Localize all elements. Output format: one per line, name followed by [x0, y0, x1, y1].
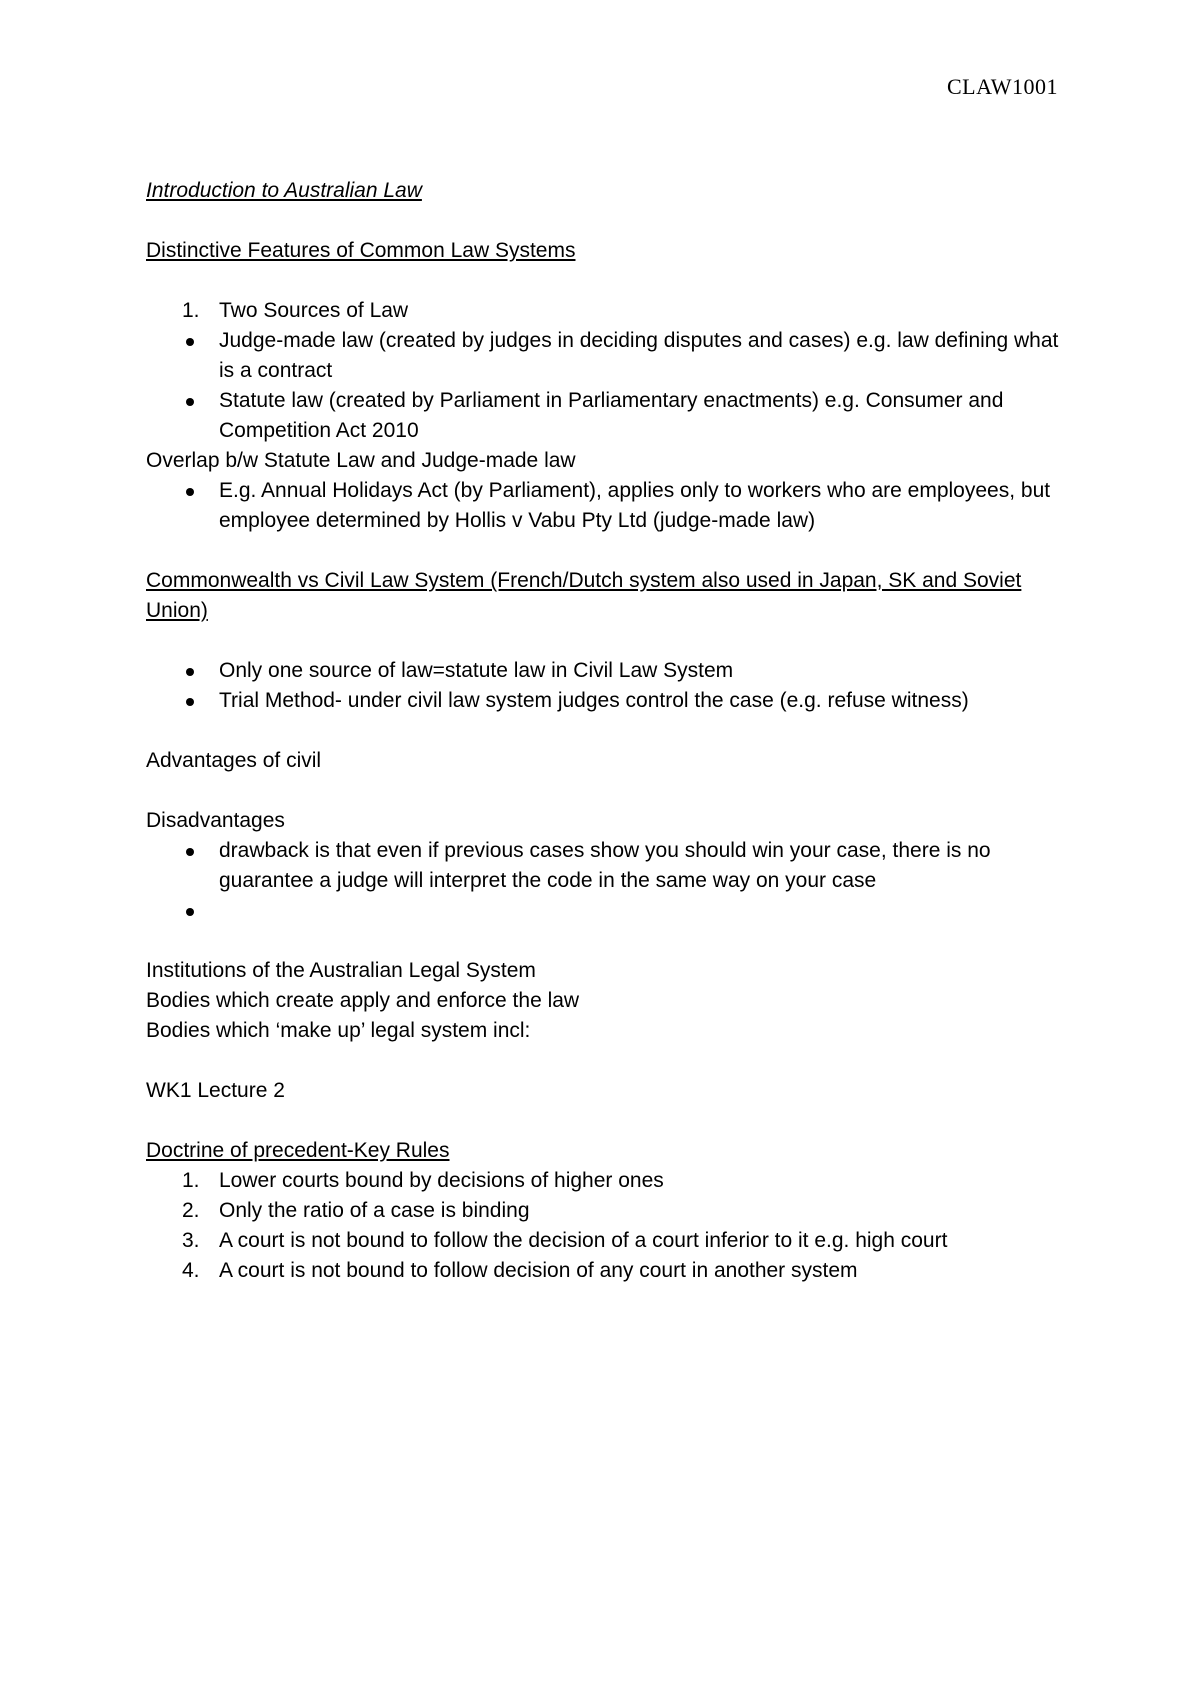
list-item-text: Two Sources of Law	[219, 299, 409, 322]
bullet-icon	[186, 668, 194, 676]
list-number: 3.	[182, 1229, 200, 1252]
list-number: 1.	[182, 299, 200, 322]
list-item-empty	[146, 896, 1076, 926]
course-code-header: CLAW1001	[946, 74, 1058, 99]
list-item	[146, 686, 1076, 716]
list-item	[146, 1166, 1076, 1196]
list-item-text: E.g. Annual Holidays Act (by Parliament), applies only to workers who are employees, but employee determined by Hollis v Vabu Pty Ltd (judge-made law)	[219, 479, 1051, 532]
list-item	[146, 1196, 1076, 1226]
bullet-icon	[186, 908, 194, 916]
document-title: Introduction to Australian Law	[146, 179, 422, 202]
list-item-text: A court is not bound to follow decision of any court in another system	[219, 1259, 858, 1282]
institutions-line-1: Institutions of the Australian Legal System	[146, 959, 536, 982]
disadvantages-list	[146, 836, 1076, 926]
list-item-text: A court is not bound to follow the decision of a court inferior to it e.g. high court	[219, 1229, 948, 1252]
bullet-icon	[186, 698, 194, 706]
institutions-line-2: Bodies which create apply and enforce the law	[146, 989, 580, 1012]
bullet-icon	[186, 848, 194, 856]
list-number: 1.	[182, 1169, 200, 1192]
disadvantages-heading: Disadvantages	[146, 809, 285, 832]
list-item	[146, 326, 1076, 386]
list-item	[146, 836, 1076, 896]
lecture-heading: WK1 Lecture 2	[146, 1079, 285, 1102]
list-number: 2.	[182, 1199, 200, 1222]
bullet-icon	[186, 338, 194, 346]
civil-law-heading: Commonwealth vs Civil Law System (French/Dutch system also used in Japan, SK and Soviet Union)	[146, 569, 1022, 622]
advantages-heading: Advantages of civil	[146, 749, 322, 772]
overlap-heading: Overlap b/w Statute Law and Judge-made law	[146, 449, 576, 472]
list-item-text: Only one source of law=statute law in Civil Law System	[219, 659, 734, 682]
precedent-heading: Doctrine of precedent-Key Rules	[146, 1139, 450, 1162]
list-item	[146, 656, 1076, 686]
list-item	[146, 296, 1076, 326]
list-item-text: Trial Method- under civil law system judges control the case (e.g. refuse witness)	[219, 689, 969, 712]
list-item-text: Only the ratio of a case is binding	[219, 1199, 530, 1222]
list-item	[146, 386, 1076, 446]
precedent-list	[146, 1166, 1076, 1286]
list-item-text: Judge-made law (created by judges in deciding disputes and cases) e.g. law defining what is a contract	[219, 329, 1059, 382]
features-heading: Distinctive Features of Common Law Systems	[146, 239, 576, 262]
bullet-icon	[186, 488, 194, 496]
list-number: 4.	[182, 1259, 200, 1282]
list-item-text: Statute law (created by Parliament in Parliamentary enactments) e.g. Consumer and Competition Act 2010	[219, 389, 1004, 442]
list-item	[146, 476, 1076, 536]
list-item	[146, 1256, 1076, 1286]
list-item-text: drawback is that even if previous cases show you should win your case, there is no guarantee a judge will interpret the code in the same way on your case	[219, 839, 991, 892]
list-item	[146, 1226, 1076, 1256]
institutions-line-3: Bodies which ‘make up’ legal system incl:	[146, 1019, 531, 1042]
civil-law-list	[146, 656, 1076, 716]
list-item-text: Lower courts bound by decisions of higher ones	[219, 1169, 664, 1192]
sources-list	[146, 296, 1076, 446]
document-body	[146, 176, 1076, 1286]
bullet-icon	[186, 398, 194, 406]
overlap-list	[146, 476, 1076, 536]
